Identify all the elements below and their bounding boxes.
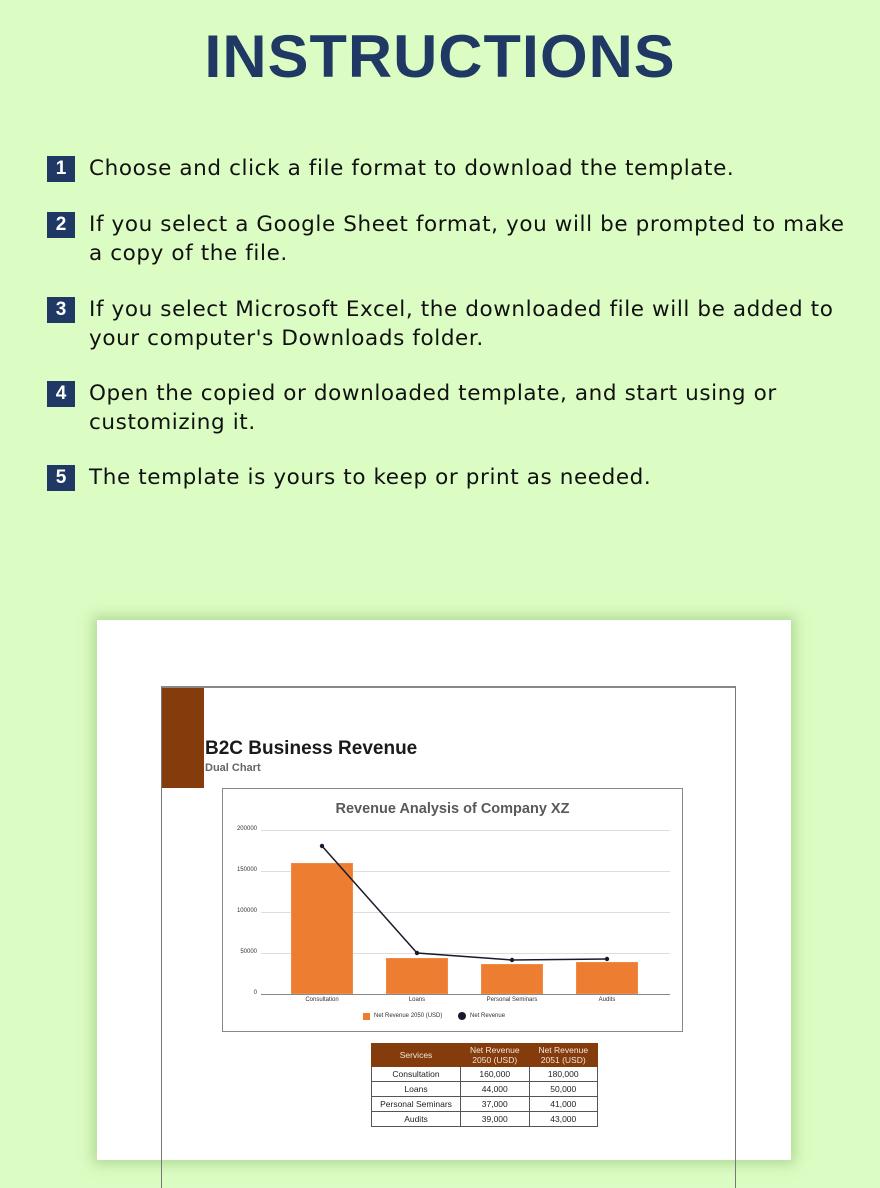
y-tick: 50000: [240, 949, 257, 955]
step-text: The template is yours to keep or print as needed.: [89, 465, 652, 490]
chart-legend: [363, 1012, 505, 1020]
legend-bar-swatch-icon: [363, 1013, 370, 1020]
step-number-badge: 2: [47, 212, 75, 238]
document-subtitle: Dual Chart: [205, 762, 261, 774]
y-tick: 200000: [236, 826, 257, 832]
step-text: Open the copied or downloaded template, and start using or customizing it.: [89, 381, 777, 435]
step-number-badge: 3: [47, 297, 75, 323]
table-cell: 39,000: [461, 1112, 530, 1127]
x-category-label: Personal Seminars: [486, 997, 538, 1003]
step-text: If you select a Google Sheet format, you will be prompted to make a copy of the file.: [89, 212, 845, 266]
step-text: Choose and click a file format to download the template.: [89, 156, 735, 181]
y-tick: 150000: [236, 867, 257, 873]
x-category-label: Loans: [408, 997, 426, 1003]
y-tick: 100000: [236, 908, 257, 914]
legend-label: Net Revenue 2050 (USD): [374, 1013, 443, 1019]
column-header: Services: [372, 1044, 461, 1067]
net-revenue-line: [223, 789, 682, 1031]
step-number-badge: 1: [47, 156, 75, 182]
table-row: [372, 1112, 598, 1127]
table-cell: Personal Seminars: [372, 1097, 461, 1112]
table-cell: 37,000: [461, 1097, 530, 1112]
document-title: B2C Business Revenue: [205, 738, 418, 759]
combo-chart: [222, 788, 683, 1032]
step-number-badge: 5: [47, 465, 75, 491]
revenue-table: [371, 1043, 598, 1127]
x-category-label: Consultation: [305, 997, 339, 1003]
column-header: Net Revenue 2050 (USD): [461, 1044, 530, 1067]
template-preview-card: [97, 620, 791, 1160]
chart-title: Revenue Analysis of Company XZ: [335, 801, 570, 817]
table-cell: Loans: [372, 1082, 461, 1097]
table-cell: 41,000: [529, 1097, 598, 1112]
legend-label: Net Revenue: [470, 1013, 506, 1019]
table-row: [372, 1082, 598, 1097]
table-cell: 44,000: [461, 1082, 530, 1097]
table-cell: 43,000: [529, 1112, 598, 1127]
table-cell: 180,000: [529, 1067, 598, 1082]
step-text: If you select Microsoft Excel, the downloaded file will be added to your computer's Downloads folder.: [89, 297, 834, 351]
table-row: [372, 1097, 598, 1112]
page-title: INSTRUCTIONS: [204, 23, 676, 90]
column-header: Net Revenue 2051 (USD): [529, 1044, 598, 1067]
legend-line-marker-icon: [458, 1012, 466, 1020]
document-frame: [161, 686, 736, 1188]
table-cell: Consultation: [372, 1067, 461, 1082]
accent-block: [162, 688, 204, 788]
table-cell: 50,000: [529, 1082, 598, 1097]
table-cell: 160,000: [461, 1067, 530, 1082]
x-category-label: Audits: [598, 997, 616, 1003]
table-row: [372, 1067, 598, 1082]
step-number-badge: 4: [47, 381, 75, 407]
y-tick: 0: [253, 990, 257, 996]
table-cell: Audits: [372, 1112, 461, 1127]
